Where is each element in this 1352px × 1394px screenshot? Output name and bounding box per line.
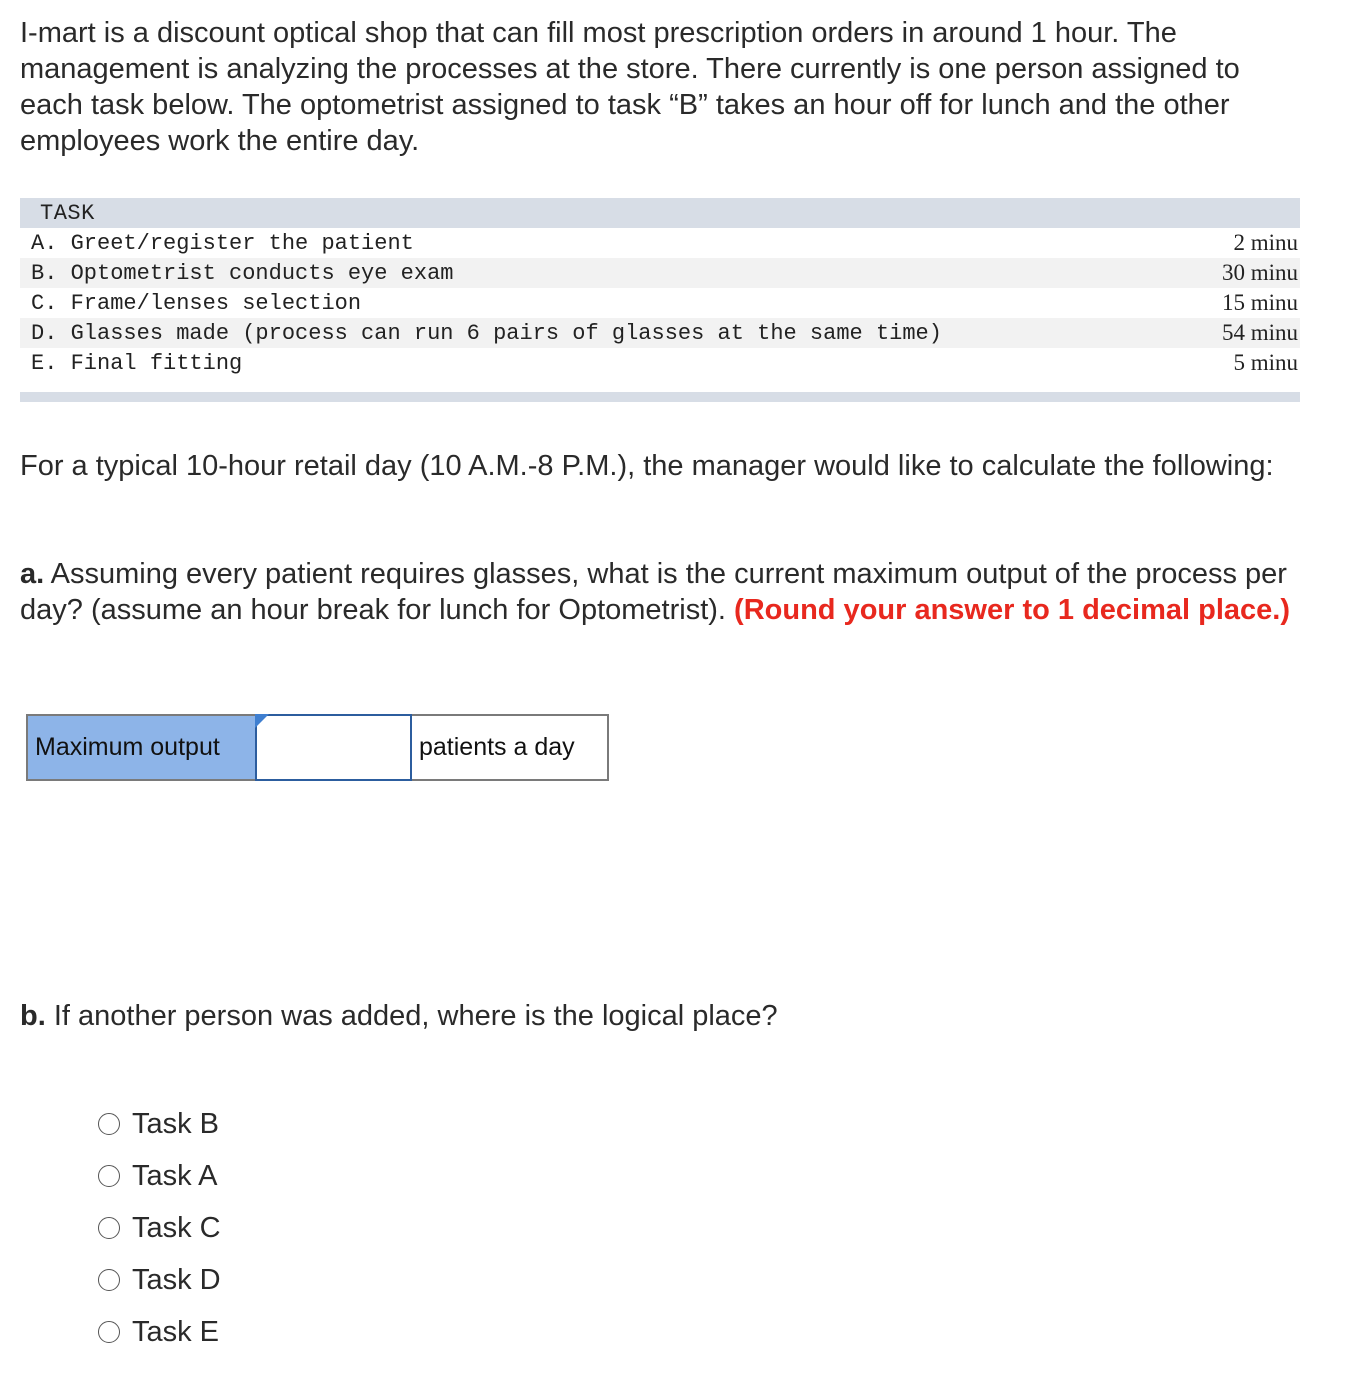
task-name: C. Frame/lenses selection — [31, 290, 362, 316]
task-time: 15 minu — [1221, 290, 1298, 315]
option-label: Task B — [132, 1107, 220, 1140]
task-row-c — [20, 288, 1300, 318]
task-row-a — [20, 228, 1300, 258]
option-task-b[interactable] — [98, 1098, 221, 1150]
option-task-e[interactable] — [98, 1306, 221, 1358]
question-b — [20, 998, 1310, 1034]
task-table — [20, 198, 1300, 378]
option-label: Task C — [132, 1211, 221, 1244]
intro-text: I-mart is a discount optical shop that can fill most prescription orders in around 1 hour. The management is analyzing the processes at the store. There currently is one person assigned to each task below. The optometrist assigned to task “B” takes an hour off for lunch and the other employees work the entire day. — [20, 17, 1240, 157]
question-b-prefix: b. — [20, 1000, 46, 1032]
maximum-output-label: Maximum output — [26, 714, 255, 781]
task-row-b — [20, 258, 1300, 288]
radio-button-icon[interactable] — [98, 1113, 120, 1135]
rounding-instruction: (Round your answer to 1 decimal place.) — [734, 594, 1291, 626]
option-label: Task A — [132, 1159, 218, 1192]
task-name: A. Greet/register the patient — [31, 230, 414, 256]
option-task-a[interactable] — [98, 1150, 221, 1202]
question-a-prefix: a. — [20, 558, 45, 590]
task-table-header-row — [20, 198, 1300, 228]
question-b-text: If another person was added, where is the logical place? — [45, 1000, 778, 1032]
option-task-d[interactable] — [98, 1254, 221, 1306]
question-a-text: Assuming every patient requires glasses, what is the current maximum output of the process per day? (assume an hour break for lunch for Optometrist). — [20, 558, 1287, 626]
task-name: B. Optometrist conducts eye exam — [20, 258, 1200, 288]
option-task-c[interactable] — [98, 1202, 221, 1254]
task-row-d — [20, 318, 1300, 348]
answer-input-wrapper — [255, 714, 412, 781]
table-bottom-bar — [20, 392, 1300, 402]
task-name: E. Final fitting — [31, 350, 243, 376]
maximum-output-input[interactable] — [257, 716, 410, 779]
option-label: Task D — [132, 1263, 221, 1296]
task-time: 5 minu — [1233, 350, 1298, 375]
option-label: Task E — [132, 1315, 220, 1348]
task-table-header: TASK — [20, 198, 1300, 228]
task-time: 2 minu — [1233, 230, 1298, 255]
task-name: D. Glasses made (process can run 6 pairs of glasses at the same time) — [20, 318, 1200, 348]
task-row-e — [20, 348, 1300, 378]
day-paragraph: For a typical 10-hour retail day (10 A.M.-8 P.M.), the manager would like to calculate the following: — [20, 450, 1274, 482]
question-a — [20, 556, 1310, 628]
task-time: 30 minu — [1200, 258, 1300, 288]
input-corner-marker-icon — [255, 714, 269, 728]
radio-button-icon[interactable] — [98, 1217, 120, 1239]
radio-button-icon[interactable] — [98, 1269, 120, 1291]
task-time: 54 minu — [1200, 318, 1300, 348]
answer-options — [98, 1098, 221, 1358]
radio-button-icon[interactable] — [98, 1165, 120, 1187]
answer-unit-label: patients a day — [412, 714, 609, 781]
answer-row — [26, 714, 609, 781]
radio-button-icon[interactable] — [98, 1321, 120, 1343]
